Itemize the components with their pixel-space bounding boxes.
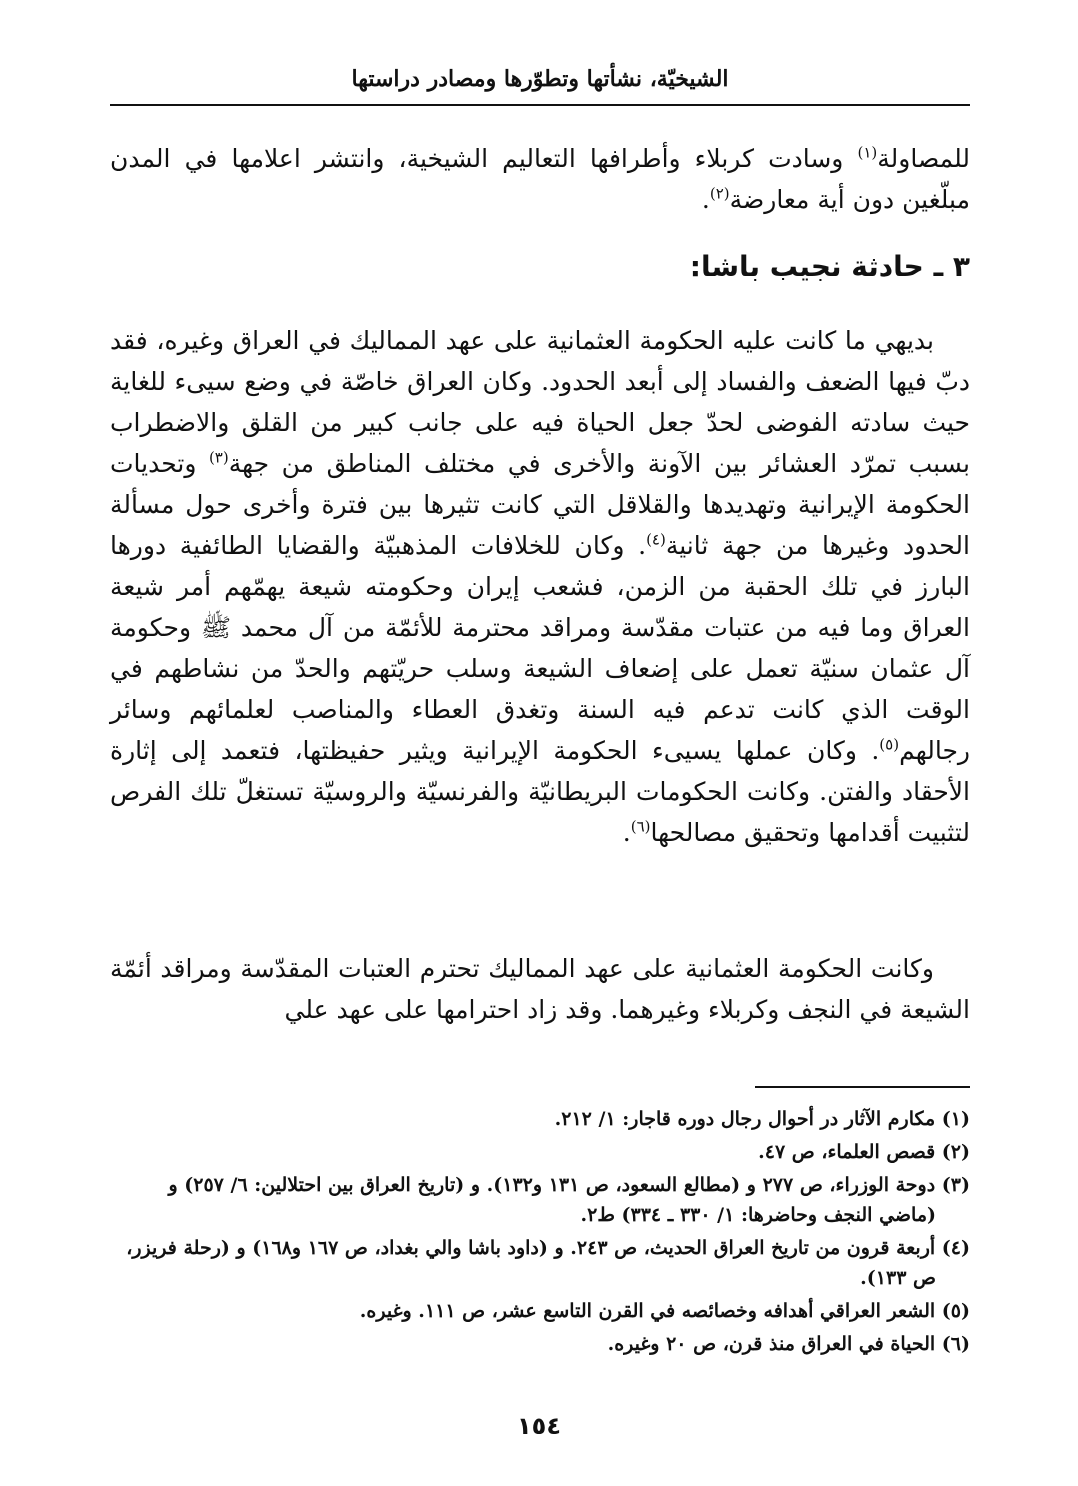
footnotes-list xyxy=(110,1104,970,1362)
footnote-1: (١) مكارم الآثار در أحوال رجال دوره قاجار: ١/ ٢١٢. xyxy=(554,1108,970,1130)
continuation-text-1: للمصاولة xyxy=(877,144,970,173)
page-number: ١٥٤ xyxy=(517,1412,561,1440)
paragraph-1-text-3: . وكان للخلافات المذهبيّة والقضايا الطائفية دورها البارز في تلك الحقبة من الزمن، فشعب إيران وحكومته شيعة يهمّهم أمر شيعة العراق وما فيه من عتبات مقدّسة ومراقد محترمة للأئمّة من آل محمد ﷺ وحكومة آل عثمان سنيّة تعمل على إضعاف الشيعة وسلب حريّتهم والحدّ من نشاطهم في الوقت الذي كانت تدعم فيه السنة وتغدق العطاء والمناصب لعلمائهم وسائر رجالهم xyxy=(110,531,970,765)
running-title: الشيخيّة، نشأتها وتطوّرها ومصادر دراستها xyxy=(351,66,729,92)
footnote-ref-6[interactable]: (٦) xyxy=(630,817,651,836)
continuation-text-3: . xyxy=(701,185,710,214)
footnote-ref-2[interactable]: (٢) xyxy=(709,184,730,203)
footnote-5: (٥) الشعر العراقي أهدافه وخصائصه في القرن التاسع عشر، ص ١١١. وغيره. xyxy=(359,1300,970,1322)
footnote-separator xyxy=(755,1086,970,1088)
footnote-6: (٦) الحياة في العراق منذ قرن، ص ٢٠ وغيره. xyxy=(607,1333,970,1355)
paragraph-1-text-2: وتحديات الحكومة الإيرانية وتهديدها والقلاقل التي كانت تثيرها بين فترة وأخرى حول مسألة الحدود وغيرها من جهة ثانية xyxy=(110,449,970,560)
section-heading: ٣ ـ حادثة نجيب باشا: xyxy=(689,250,970,283)
footnote-2: (٢) قصص العلماء، ص ٤٧. xyxy=(758,1141,970,1163)
footnote-ref-5[interactable]: (٥) xyxy=(879,735,900,754)
paragraph-2: وكانت الحكومة العثمانية على عهد المماليك تحترم العتبات المقدّسة ومراقد أئمّة الشيعة في النجف وكربلاء وغيرهما. وقد زاد احترامها على عهد علي xyxy=(110,954,970,1024)
continuation-text-2: وسادت كربلاء وأطرافها التعاليم الشيخية، وانتشر اعلامها في المدن مبلّغين دون أية معارضة xyxy=(110,144,970,214)
header-rule xyxy=(110,104,970,106)
paragraph-1-text-4: . وكان عملها يسيىء الحكومة الإيرانية ويثير حفيظتها، فتعمد إلى إثارة الأحقاد والفتن. وكانت الحكومات البريطانيّة والفرنسيّة والروسيّة تستغلّ تلك الفرص لتثبيت أقدامها وتحقيق مصالحها xyxy=(110,736,970,847)
footnote-4: (٤) أربعة قرون من تاريخ العراق الحديث، ص ٢٤٣. و (داود باشا والي بغداد، ص ١٦٧ و١٦٨) و (رحلة فريزر، ص ١٣٣). xyxy=(126,1237,970,1289)
footnote-ref-1[interactable]: (١) xyxy=(857,143,878,162)
footnote-ref-4[interactable]: (٤) xyxy=(646,530,666,549)
paragraph-1 xyxy=(110,320,970,853)
paragraph-1-text-1: بديهي ما كانت عليه الحكومة العثمانية على عهد المماليك في العراق وغيره، فقد دبّ فيها الضعف والفساد إلى أبعد الحدود. وكان العراق خاصّة في وضع سيىء للغاية حيث سادته الفوضى لحدّ جعل الحياة فيه على جانب كبير من القلق والاضطراب بسبب تمرّد العشائر بين الآونة والأخرى في مختلف المناطق من جهة xyxy=(110,326,970,478)
paragraph-1-text-5: . xyxy=(622,818,631,847)
footnote-3: (٣) دوحة الوزراء، ص ٢٧٧ و (مطالع السعود، ص ١٣١ و١٣٢). و (تاريخ العراق بين احتلالين: ٦/ ٢٥٧) و (ماضي النجف وحاضرها: ١/ ٣٣٠ ـ ٣٣٤) ط٢. xyxy=(168,1174,970,1226)
continuation-paragraph xyxy=(110,138,970,220)
footnote-ref-3[interactable]: (٣) xyxy=(208,448,229,467)
